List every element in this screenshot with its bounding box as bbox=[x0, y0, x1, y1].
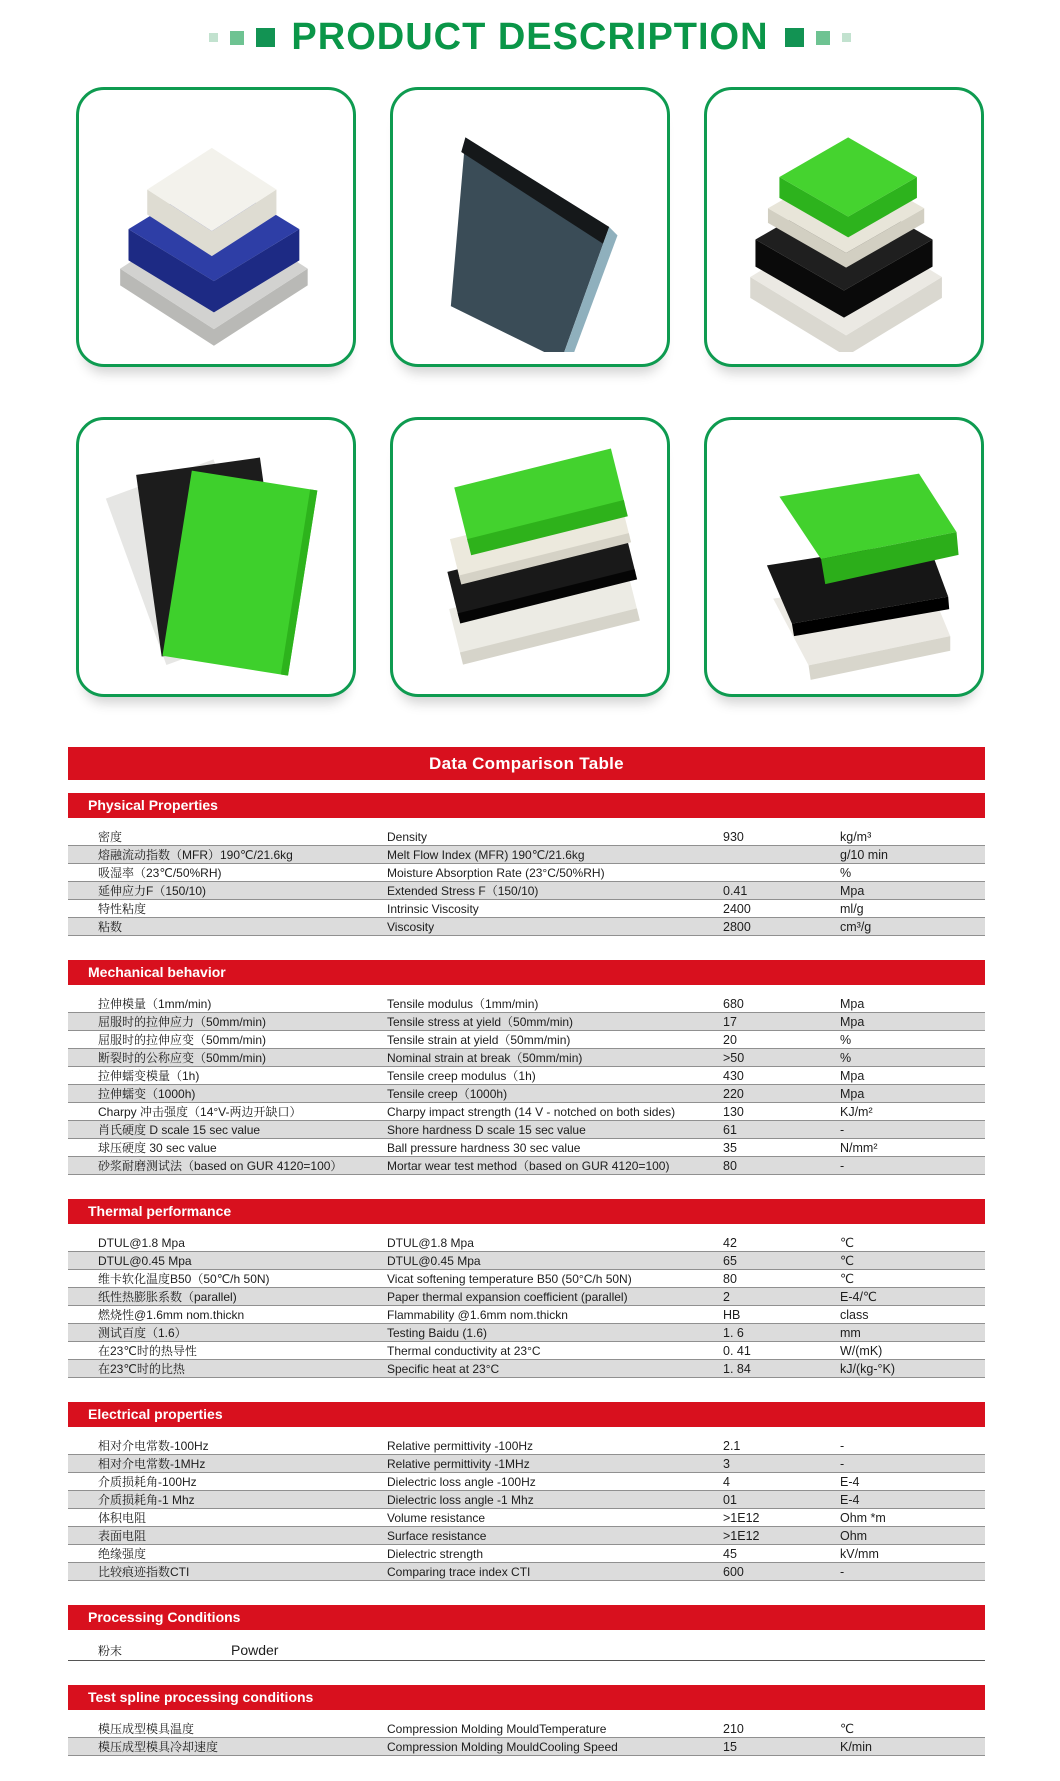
table-row bbox=[68, 900, 985, 918]
property-name-en: Surface resistance bbox=[387, 1528, 487, 1543]
property-value: 80 bbox=[723, 1158, 737, 1173]
property-unit: Mpa bbox=[840, 1068, 865, 1083]
section-header: Thermal performance bbox=[68, 1199, 985, 1224]
table-row bbox=[68, 1563, 985, 1581]
property-name-zh: 粉末 bbox=[98, 1643, 123, 1658]
property-unit: W/(mK) bbox=[840, 1343, 883, 1358]
property-name-en: Mortar wear test method（based on GUR 4120=100) bbox=[387, 1159, 670, 1173]
property-name-en: Powder bbox=[231, 1642, 279, 1658]
property-name-en: Volume resistance bbox=[387, 1510, 486, 1525]
property-value: 0. 41 bbox=[723, 1343, 751, 1358]
property-name-zh: 相对介电常数-100Hz bbox=[98, 1439, 209, 1453]
section-rows bbox=[68, 828, 985, 936]
property-name-en: Extended Stress F（150/10) bbox=[387, 884, 539, 898]
property-name-en: Dielectric loss angle -1 Mhz bbox=[387, 1492, 534, 1507]
property-value: 210 bbox=[723, 1721, 744, 1736]
property-value: 4 bbox=[723, 1474, 730, 1489]
product-photo-card-3[interactable] bbox=[704, 87, 984, 367]
property-value: 65 bbox=[723, 1253, 737, 1268]
property-value: 01 bbox=[723, 1492, 737, 1507]
property-unit: Mpa bbox=[840, 996, 865, 1011]
property-name-en: Tensile creep（1000h) bbox=[387, 1087, 508, 1101]
sheet-stack-green-image bbox=[719, 102, 969, 352]
property-name-zh: DTUL@0.45 Mpa bbox=[98, 1253, 192, 1268]
property-name-zh: 屈服时的拉伸应力（50mm/min) bbox=[98, 1015, 267, 1029]
section-thermal-performance bbox=[68, 1199, 985, 1378]
property-name-en: Compression Molding MouldTemperature bbox=[387, 1721, 607, 1736]
product-photo-card-1[interactable] bbox=[76, 87, 356, 367]
table-row bbox=[68, 1049, 985, 1067]
property-unit: Mpa bbox=[840, 1086, 865, 1101]
property-name-zh: DTUL@1.8 Mpa bbox=[98, 1235, 185, 1250]
page-header bbox=[0, 0, 1060, 59]
section-rows bbox=[68, 1437, 985, 1581]
table-row bbox=[68, 1545, 985, 1563]
property-value: 680 bbox=[723, 996, 744, 1011]
sheet-stack-green-black-image bbox=[719, 432, 969, 682]
section-header: Electrical properties bbox=[68, 1402, 985, 1427]
table-row bbox=[68, 1288, 985, 1306]
table-row bbox=[68, 1270, 985, 1288]
decor-square-medium-icon bbox=[816, 31, 830, 45]
table-row bbox=[68, 918, 985, 936]
product-photo-card-4[interactable] bbox=[76, 417, 356, 697]
property-value: >50 bbox=[723, 1050, 745, 1065]
property-name-zh: 吸湿率（23℃/50%RH) bbox=[98, 866, 222, 880]
property-unit: - bbox=[840, 1158, 845, 1173]
property-name-en: Moisture Absorption Rate (23°C/50%RH) bbox=[387, 865, 605, 880]
property-unit: - bbox=[840, 1438, 845, 1453]
property-name-zh: 延伸应力F（150/10) bbox=[98, 884, 207, 898]
table-row bbox=[68, 1139, 985, 1157]
sheet-fan-green-image bbox=[91, 432, 341, 682]
property-name-en: Intrinsic Viscosity bbox=[387, 901, 479, 916]
property-value: 15 bbox=[723, 1739, 737, 1754]
property-unit: mm bbox=[840, 1325, 861, 1340]
table-row bbox=[68, 1437, 985, 1455]
property-unit: ℃ bbox=[840, 1254, 855, 1268]
property-name-en: Vicat softening temperature B50 (50°C/h 50N) bbox=[387, 1271, 632, 1286]
table-row bbox=[68, 864, 985, 882]
property-name-zh: 在23℃时的热导性 bbox=[98, 1344, 197, 1358]
property-name-en: Relative permittivity -1MHz bbox=[387, 1456, 530, 1471]
property-name-en: Ball pressure hardness 30 sec value bbox=[387, 1140, 581, 1155]
property-value: 80 bbox=[723, 1271, 737, 1286]
table-row bbox=[68, 1527, 985, 1545]
property-unit: ml/g bbox=[840, 901, 864, 916]
section-header: Physical Properties bbox=[68, 793, 985, 818]
property-name-en: Density bbox=[387, 829, 428, 844]
property-value: 2.1 bbox=[723, 1438, 741, 1453]
table-row bbox=[68, 1067, 985, 1085]
section-rows bbox=[68, 1720, 985, 1756]
property-name-en: Paper thermal expansion coefficient (parallel) bbox=[387, 1289, 628, 1304]
table-row bbox=[68, 1121, 985, 1139]
property-name-zh: 拉伸模量（1mm/min) bbox=[98, 997, 212, 1011]
property-name-en: Testing Baidu (1.6) bbox=[387, 1325, 488, 1340]
property-name-zh: 屈服时的拉伸应变（50mm/min) bbox=[98, 1033, 267, 1047]
property-name-en: Relative permittivity -100Hz bbox=[387, 1438, 534, 1453]
property-name-en: Shore hardness D scale 15 sec value bbox=[387, 1122, 586, 1137]
product-gallery bbox=[76, 87, 984, 697]
property-value: >1E12 bbox=[723, 1510, 760, 1525]
property-value: 45 bbox=[723, 1546, 737, 1561]
table-row bbox=[68, 1455, 985, 1473]
decor-square-medium-icon bbox=[230, 31, 244, 45]
property-name-zh: 断裂时的公称应变（50mm/min) bbox=[98, 1051, 267, 1065]
property-name-zh: 球压硬度 30 sec value bbox=[98, 1141, 217, 1155]
property-name-zh: 特性粘度 bbox=[98, 902, 147, 916]
section-physical-properties bbox=[68, 793, 985, 936]
section-mechanical-behavior bbox=[68, 960, 985, 1175]
sheet-single-dark-image bbox=[405, 102, 655, 352]
table-row bbox=[68, 1738, 985, 1756]
property-name-zh: 介质损耗角-1 Mhz bbox=[98, 1493, 195, 1507]
property-name-zh: 体积电阻 bbox=[98, 1511, 147, 1525]
data-comparison-table bbox=[68, 747, 985, 1756]
property-value: 3 bbox=[723, 1456, 730, 1471]
property-name-zh: Charpy 冲击强度（14°V-两边开缺口） bbox=[98, 1105, 302, 1119]
property-name-zh: 模压成型模具温度 bbox=[98, 1722, 195, 1736]
title-decor-right bbox=[785, 28, 851, 47]
property-unit: % bbox=[840, 1032, 852, 1047]
table-row bbox=[68, 1306, 985, 1324]
property-value: 2800 bbox=[723, 919, 751, 934]
property-value: 930 bbox=[723, 829, 744, 844]
property-unit: cm³/g bbox=[840, 919, 872, 934]
property-name-en: Tensile stress at yield（50mm/min) bbox=[387, 1015, 574, 1029]
property-unit: - bbox=[840, 1564, 845, 1579]
table-row bbox=[68, 846, 985, 864]
product-photo-card-2[interactable] bbox=[390, 87, 670, 367]
table-row bbox=[68, 1103, 985, 1121]
table-row bbox=[68, 995, 985, 1013]
table-row bbox=[68, 1720, 985, 1738]
property-name-zh: 密度 bbox=[98, 830, 123, 844]
property-name-zh: 拉伸蠕变（1000h) bbox=[98, 1087, 196, 1101]
property-value: 220 bbox=[723, 1086, 744, 1101]
table-row bbox=[68, 1342, 985, 1360]
section-processing-conditions bbox=[68, 1605, 985, 1661]
property-unit: - bbox=[840, 1456, 845, 1471]
section-rows bbox=[68, 1234, 985, 1378]
table-row bbox=[68, 1085, 985, 1103]
table-row bbox=[68, 1252, 985, 1270]
property-name-en: Charpy impact strength (14 V - notched on both sides) bbox=[387, 1104, 676, 1119]
section-header: Test spline processing conditions bbox=[68, 1685, 985, 1710]
section-header: Mechanical behavior bbox=[68, 960, 985, 985]
table-row bbox=[68, 828, 985, 846]
property-unit: E-4 bbox=[840, 1474, 860, 1489]
property-unit: Ohm bbox=[840, 1528, 868, 1543]
property-name-en: Compression Molding MouldCooling Speed bbox=[387, 1739, 618, 1754]
property-unit: kJ/(kg-°K) bbox=[840, 1361, 895, 1376]
property-name-en: Viscosity bbox=[387, 919, 435, 934]
property-value: 42 bbox=[723, 1235, 737, 1250]
property-value: 1. 6 bbox=[723, 1325, 744, 1340]
section-rows bbox=[68, 1640, 985, 1661]
property-unit: kg/m³ bbox=[840, 829, 872, 844]
property-unit: KJ/m² bbox=[840, 1104, 873, 1119]
property-name-en: Tensile strain at yield（50mm/min) bbox=[387, 1033, 571, 1047]
property-unit: - bbox=[840, 1122, 845, 1137]
property-name-zh: 肖氏硬度 D scale 15 sec value bbox=[98, 1123, 261, 1137]
property-name-zh: 测试百度（1.6） bbox=[98, 1326, 187, 1340]
property-value: >1E12 bbox=[723, 1528, 760, 1543]
property-name-zh: 比较痕迹指数CTI bbox=[98, 1565, 190, 1579]
property-name-en: DTUL@1.8 Mpa bbox=[387, 1235, 474, 1250]
property-name-zh: 燃烧性@1.6mm nom.thickn bbox=[98, 1308, 245, 1322]
table-row bbox=[68, 1031, 985, 1049]
property-unit: % bbox=[840, 1050, 852, 1065]
section-header: Processing Conditions bbox=[68, 1605, 985, 1630]
decor-square-large-icon bbox=[256, 28, 275, 47]
property-unit: ℃ bbox=[840, 1722, 855, 1736]
property-value: 2 bbox=[723, 1289, 730, 1304]
property-unit: K/min bbox=[840, 1739, 872, 1754]
table-row bbox=[68, 1491, 985, 1509]
property-name-zh: 维卡软化温度B50（50℃/h 50N) bbox=[98, 1272, 270, 1286]
property-unit: % bbox=[840, 865, 852, 880]
table-row bbox=[68, 1473, 985, 1491]
property-value: HB bbox=[723, 1307, 741, 1322]
property-unit: Mpa bbox=[840, 1014, 865, 1029]
property-value: 600 bbox=[723, 1564, 744, 1579]
property-value: 20 bbox=[723, 1032, 737, 1047]
property-unit: g/10 min bbox=[840, 847, 888, 862]
property-unit: ℃ bbox=[840, 1236, 855, 1250]
property-name-zh: 粘数 bbox=[98, 920, 123, 934]
property-name-en: Dielectric loss angle -100Hz bbox=[387, 1474, 536, 1489]
property-unit: class bbox=[840, 1307, 869, 1322]
table-row bbox=[68, 1157, 985, 1175]
property-value: 35 bbox=[723, 1140, 737, 1155]
decor-square-large-icon bbox=[785, 28, 804, 47]
table-row bbox=[68, 882, 985, 900]
section-test-spline-conditions bbox=[68, 1685, 985, 1756]
page-title: PRODUCT DESCRIPTION bbox=[291, 16, 769, 58]
property-name-zh: 拉伸蠕变模量（1h) bbox=[98, 1069, 200, 1083]
sheet-stack-blue-image bbox=[91, 102, 341, 352]
property-unit: ℃ bbox=[840, 1272, 855, 1286]
property-name-zh: 砂浆耐磨测试法（based on GUR 4120=100） bbox=[98, 1159, 343, 1173]
table-row bbox=[68, 1013, 985, 1031]
property-unit: Mpa bbox=[840, 883, 865, 898]
property-name-en: Nominal strain at break（50mm/min) bbox=[387, 1051, 583, 1065]
title-decor-left bbox=[209, 28, 275, 47]
property-name-zh: 绝缘强度 bbox=[98, 1547, 147, 1561]
property-unit: E-4/℃ bbox=[840, 1290, 877, 1304]
section-rows bbox=[68, 995, 985, 1175]
decor-square-small-icon bbox=[842, 33, 851, 42]
property-value: 430 bbox=[723, 1068, 744, 1083]
property-name-en: Specific heat at 23°C bbox=[387, 1361, 500, 1376]
product-photo-card-6[interactable] bbox=[704, 417, 984, 697]
property-name-zh: 纸性热膨胀系数（parallel) bbox=[98, 1290, 237, 1304]
property-value: 1. 84 bbox=[723, 1361, 751, 1376]
property-unit: E-4 bbox=[840, 1492, 860, 1507]
property-name-en: Thermal conductivity at 23°C bbox=[387, 1343, 541, 1358]
property-unit: N/mm² bbox=[840, 1140, 878, 1155]
property-name-en: Dielectric strength bbox=[387, 1546, 484, 1561]
table-row bbox=[68, 1324, 985, 1342]
property-name-en: Tensile modulus（1mm/min) bbox=[387, 997, 539, 1011]
property-unit: Ohm *m bbox=[840, 1510, 886, 1525]
property-name-zh: 表面电阻 bbox=[98, 1529, 147, 1543]
sheet-fanstack-green-image bbox=[405, 432, 655, 682]
property-name-en: DTUL@0.45 Mpa bbox=[387, 1253, 481, 1268]
property-name-en: Tensile creep modulus（1h) bbox=[387, 1069, 536, 1083]
property-unit: kV/mm bbox=[840, 1546, 879, 1561]
product-photo-card-5[interactable] bbox=[390, 417, 670, 697]
property-name-zh: 模压成型模具冷却速度 bbox=[98, 1740, 219, 1754]
decor-square-small-icon bbox=[209, 33, 218, 42]
property-name-en: Flammability @1.6mm nom.thickn bbox=[387, 1307, 568, 1322]
property-name-zh: 相对介电常数-1MHz bbox=[98, 1457, 206, 1471]
table-row bbox=[68, 1234, 985, 1252]
property-name-zh: 在23℃时的比热 bbox=[98, 1362, 185, 1376]
property-name-en: Comparing trace index CTI bbox=[387, 1564, 531, 1579]
property-name-zh: 介质损耗角-100Hz bbox=[98, 1475, 197, 1489]
section-electrical-properties bbox=[68, 1402, 985, 1581]
table-row bbox=[68, 1509, 985, 1527]
property-value: 61 bbox=[723, 1122, 737, 1137]
table-row bbox=[68, 1640, 985, 1661]
property-value: 0.41 bbox=[723, 883, 748, 898]
table-row bbox=[68, 1360, 985, 1378]
property-value: 2400 bbox=[723, 901, 751, 916]
table-title-bar: Data Comparison Table bbox=[68, 747, 985, 780]
property-name-en: Melt Flow Index (MFR) 190℃/21.6kg bbox=[387, 847, 585, 862]
property-name-zh: 熔融流动指数（MFR）190℃/21.6kg bbox=[98, 848, 293, 862]
property-value: 130 bbox=[723, 1104, 744, 1119]
property-value: 17 bbox=[723, 1014, 737, 1029]
